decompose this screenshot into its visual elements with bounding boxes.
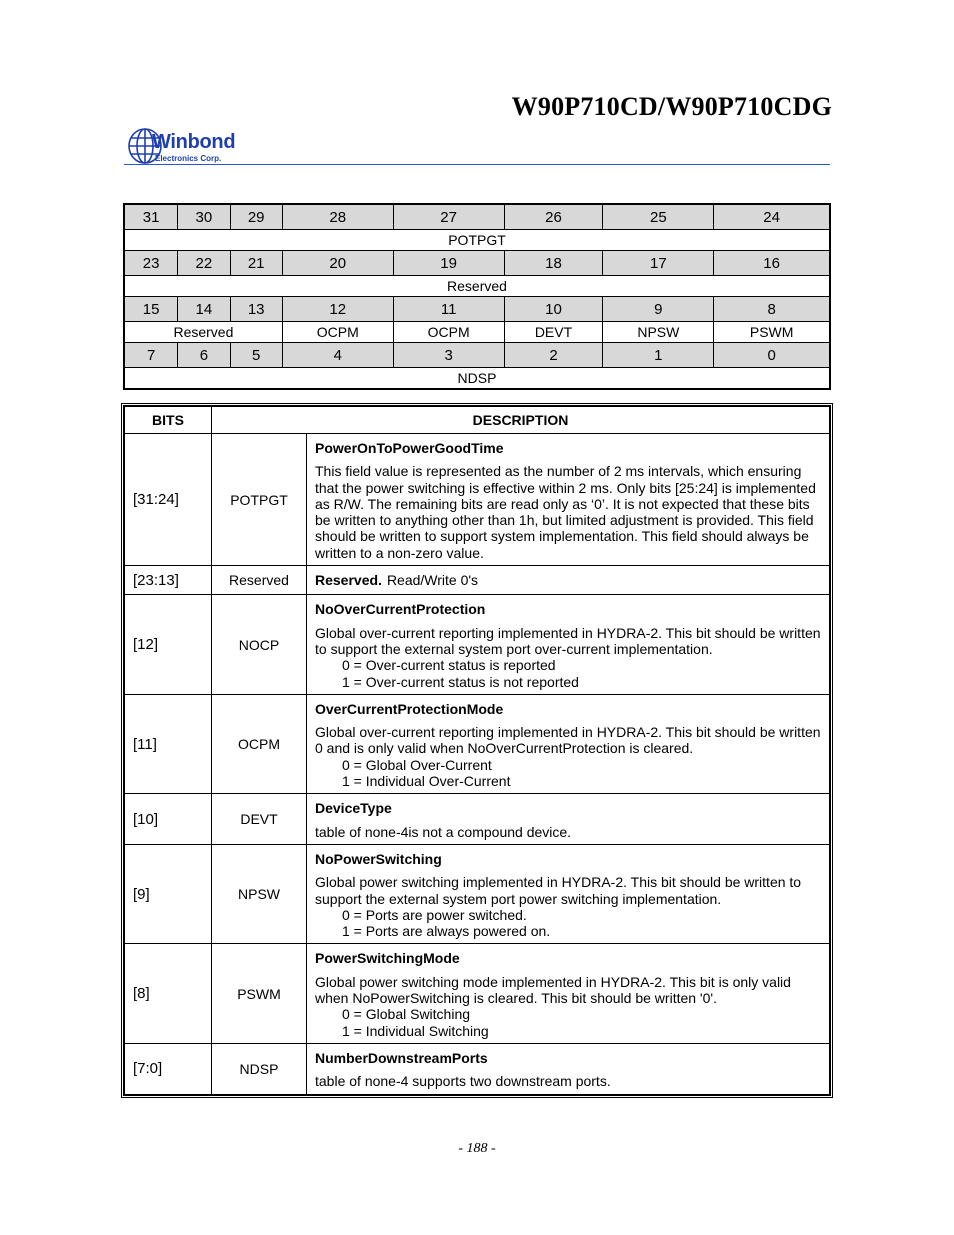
field-title: OverCurrentProtectionMode [315, 700, 504, 717]
bit-number-cell: 25 [603, 204, 714, 230]
description-row [124, 844, 830, 943]
bits-column-header: BITS [124, 406, 212, 434]
description-row [124, 434, 830, 566]
bit-number-cell: 27 [393, 204, 504, 230]
description-row [124, 1043, 830, 1094]
field-description-cell [307, 794, 831, 845]
bit-number-cell: 30 [178, 204, 230, 230]
field-value-option: 1 = Individual Over-Current [342, 773, 511, 790]
field-value-option: 1 = Over-current status is not reported [342, 673, 579, 690]
field-description-text: Global over-current reporting implemented in HYDRA-2. This bit should be written 0 and is only valid when NoOverCurrentProtection is cleared. [315, 724, 821, 757]
description-header-row [124, 406, 830, 434]
bit-number-cell: 11 [393, 297, 504, 322]
field-title: NoPowerSwitching [315, 850, 442, 867]
field-description-text: Global power switching implemented in HYDRA-2. This bit should be written to support the external system port power switching implementation. [315, 874, 802, 907]
field-name-cell: NPSW [603, 322, 714, 343]
field-name-cell: PSWM [212, 944, 307, 1043]
field-title: DeviceType [315, 800, 392, 817]
bit-range-cell: [8] [124, 944, 212, 1043]
bit-number-cell: 8 [714, 297, 830, 322]
field-name-cell: POTPGT [212, 434, 307, 566]
field-name-cell: NDSP [124, 368, 830, 390]
bit-number-row [124, 204, 830, 230]
bit-number-cell: 31 [124, 204, 178, 230]
field-name-row [124, 322, 830, 343]
bit-number-cell: 22 [178, 251, 230, 276]
logo-subtext: Electronics Corp. [155, 154, 222, 163]
logo-text: Winbond [152, 131, 236, 153]
bit-number-cell: 13 [230, 297, 282, 322]
field-name-cell: OCPM [282, 322, 393, 343]
field-value-option: 1 = Ports are always powered on. [342, 923, 551, 940]
bit-range-cell: [10] [124, 794, 212, 845]
field-name-cell: NPSW [212, 844, 307, 943]
document-title: W90P710CD/W90P710CDG [511, 92, 832, 121]
field-name-row [124, 230, 830, 251]
bit-number-cell: 15 [124, 297, 178, 322]
field-value-option: 0 = Global Switching [342, 1006, 471, 1023]
field-title: NoOverCurrentProtection [315, 601, 486, 618]
bit-number-cell: 1 [603, 343, 714, 368]
field-name-cell: Reserved [124, 322, 282, 343]
field-description-text: Global over-current reporting implemented in HYDRA-2. This bit should be written to support the external system port over-current implementation. [315, 624, 821, 657]
bit-range-cell: [23:13] [124, 566, 212, 595]
field-inline-text: Read/Write 0's [386, 572, 479, 589]
bit-number-cell: 17 [603, 251, 714, 276]
page-number: - 188 - [458, 1141, 496, 1156]
bit-description-table [123, 405, 831, 1096]
bit-number-cell: 7 [124, 343, 178, 368]
field-name-cell: DEVT [212, 794, 307, 845]
bit-number-cell: 12 [282, 297, 393, 322]
register-bit-map-table [123, 203, 831, 390]
field-title: PowerSwitchingMode [315, 950, 460, 967]
bit-number-cell: 4 [282, 343, 393, 368]
field-description-cell [307, 694, 831, 793]
field-name-cell: OCPM [393, 322, 504, 343]
field-description-text: table of none-4is not a compound device. [315, 823, 572, 840]
description-row [124, 794, 830, 845]
bit-number-cell: 26 [504, 204, 603, 230]
field-value-option: 0 = Over-current status is reported [342, 657, 556, 674]
field-description-cell [307, 1043, 831, 1094]
field-title: NumberDownstreamPorts [315, 1049, 488, 1066]
field-name-cell: Reserved [124, 276, 830, 297]
field-description-text: table of none-4 supports two downstream ports. [315, 1073, 611, 1090]
bit-range-cell: [9] [124, 844, 212, 943]
bit-number-cell: 18 [504, 251, 603, 276]
bit-number-cell: 21 [230, 251, 282, 276]
bit-number-cell: 5 [230, 343, 282, 368]
bit-range-cell: [11] [124, 694, 212, 793]
bit-number-cell: 23 [124, 251, 178, 276]
bit-number-cell: 29 [230, 204, 282, 230]
field-name-cell: NDSP [212, 1043, 307, 1094]
field-description-cell [307, 595, 831, 694]
field-value-option: 1 = Individual Switching [342, 1022, 489, 1039]
bit-range-cell: [7:0] [124, 1043, 212, 1094]
bit-number-cell: 10 [504, 297, 603, 322]
field-value-option: 0 = Ports are power switched. [342, 906, 527, 923]
bit-number-cell: 20 [282, 251, 393, 276]
bit-number-row [124, 297, 830, 322]
field-name-cell: PSWM [714, 322, 830, 343]
field-name-row [124, 276, 830, 297]
bit-number-cell: 9 [603, 297, 714, 322]
field-name-cell: Reserved [212, 566, 307, 595]
bit-number-cell: 14 [178, 297, 230, 322]
field-value-option: 0 = Global Over-Current [342, 756, 492, 773]
bit-range-cell: [12] [124, 595, 212, 694]
bit-number-cell: 3 [393, 343, 504, 368]
description-row [124, 566, 830, 595]
field-description-cell [307, 434, 831, 566]
bit-number-cell: 2 [504, 343, 603, 368]
field-description-text: This field value is represented as the number of 2 ms intervals, which ensuring that the power switching is effective within 2 ms. Only bits [25:24] is implemented as R/W. The remaining bits are read only as ‘0’. It is not expected that these bits be written to anything other than 1h, but limited adjustment is provided. This field should be written to support system implementation. This field should always be written to a non-zero value. [315, 463, 816, 561]
field-name-row [124, 368, 830, 390]
bit-number-row [124, 343, 830, 368]
field-name-cell: NOCP [212, 595, 307, 694]
bit-number-cell: 19 [393, 251, 504, 276]
bit-range-cell: [31:24] [124, 434, 212, 566]
field-description-cell [307, 566, 831, 595]
field-name-cell: OCPM [212, 694, 307, 793]
description-row [124, 944, 830, 1043]
description-column-header: DESCRIPTION [212, 406, 831, 434]
description-row [124, 595, 830, 694]
bit-number-row [124, 251, 830, 276]
field-description-text: Global power switching mode implemented in HYDRA-2. This bit is only valid when NoPowerSwitching is cleared. This bit should be written '0'. [315, 973, 791, 1007]
field-description-cell [307, 944, 831, 1043]
bit-number-cell: 0 [714, 343, 830, 368]
field-name-cell: DEVT [504, 322, 603, 343]
bit-number-cell: 24 [714, 204, 830, 230]
bit-number-cell: 6 [178, 343, 230, 368]
bit-number-cell: 16 [714, 251, 830, 276]
field-description-cell [307, 844, 831, 943]
header-rule [124, 164, 830, 165]
field-title: PowerOnToPowerGoodTime [315, 440, 504, 456]
field-name-cell: POTPGT [124, 230, 830, 251]
bit-number-cell: 28 [282, 204, 393, 230]
field-inline-title: Reserved. [315, 572, 382, 589]
description-row [124, 694, 830, 793]
